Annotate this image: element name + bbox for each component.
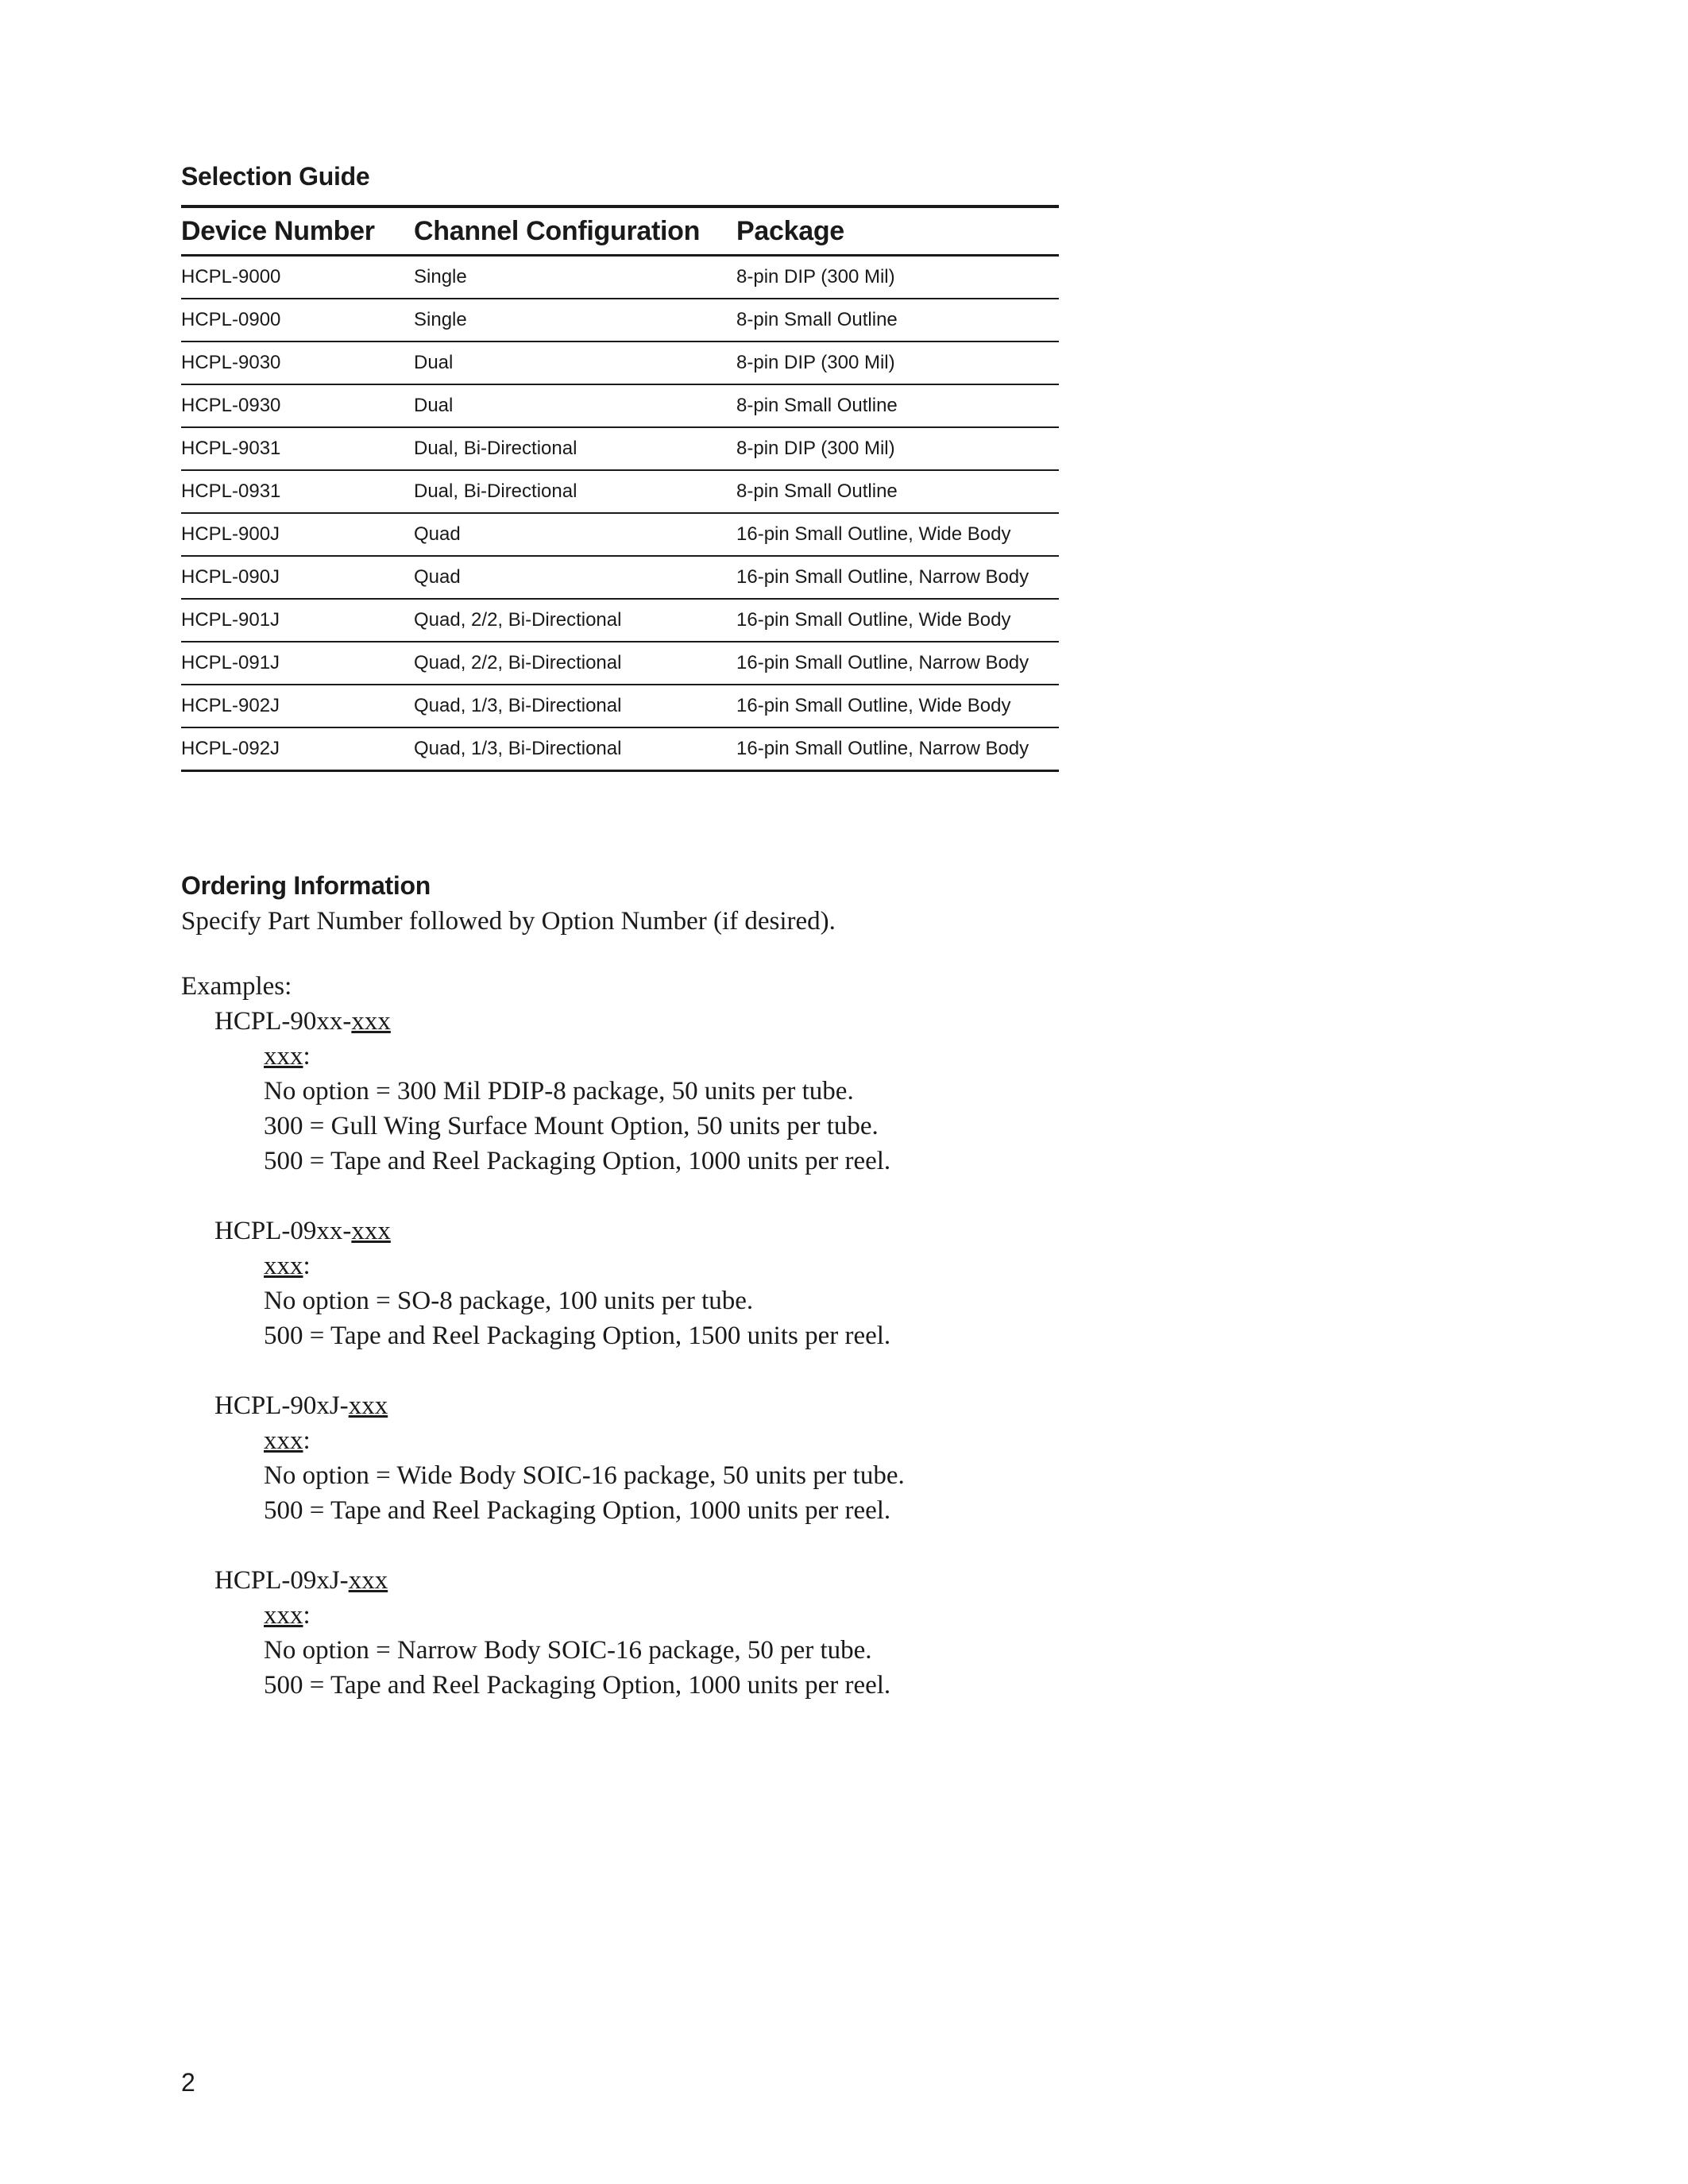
package-cell: 8-pin Small Outline: [736, 384, 1059, 427]
option-details: [264, 1039, 905, 1179]
example-block: [214, 1388, 905, 1528]
channel-configuration-cell: Quad: [414, 513, 736, 556]
option-label-line: xxx:: [264, 1042, 311, 1071]
option-suffix: xxx: [351, 1217, 391, 1245]
device-number-cell: HCPL-901J: [181, 599, 414, 642]
part-prefix: HCPL-90xx-: [214, 1007, 352, 1036]
option-details: [264, 1598, 905, 1703]
package-cell: 16-pin Small Outline, Narrow Body: [736, 642, 1059, 685]
device-number-cell: HCPL-9030: [181, 341, 414, 384]
examples-label: Examples:: [181, 972, 292, 1001]
part-prefix: HCPL-90xJ-: [214, 1391, 349, 1420]
ordering-information-title: Ordering Information: [181, 871, 431, 900]
option-line: 500 = Tape and Reel Packaging Option, 1000 units per reel.: [264, 1671, 891, 1700]
channel-configuration-cell: Quad: [414, 556, 736, 599]
table-row: [181, 341, 1059, 384]
option-suffix: xxx: [348, 1391, 388, 1420]
option-line: 300 = Gull Wing Surface Mount Option, 50 units per tube.: [264, 1112, 879, 1140]
package-cell: 16-pin Small Outline, Narrow Body: [736, 556, 1059, 599]
part-prefix: HCPL-09xJ-: [214, 1566, 349, 1595]
device-number-cell: HCPL-902J: [181, 685, 414, 727]
option-line: No option = Narrow Body SOIC-16 package, 50 per tube.: [264, 1636, 872, 1665]
device-number-cell: HCPL-0900: [181, 299, 414, 341]
option-label-line: xxx:: [264, 1252, 311, 1280]
option-details: [264, 1248, 905, 1353]
option-details: [264, 1423, 905, 1528]
device-number-cell: HCPL-9031: [181, 427, 414, 470]
table-row: [181, 384, 1059, 427]
part-number-pattern: [214, 1214, 905, 1248]
option-suffix: xxx: [348, 1566, 388, 1595]
option-line: No option = SO-8 package, 100 units per tube.: [264, 1287, 754, 1315]
table-header-row: [181, 206, 1059, 256]
option-line: 500 = Tape and Reel Packaging Option, 1500 units per reel.: [264, 1322, 891, 1350]
channel-configuration-cell: Quad, 1/3, Bi-Directional: [414, 727, 736, 771]
package-cell: 8-pin DIP (300 Mil): [736, 427, 1059, 470]
table-row: [181, 513, 1059, 556]
table-row: [181, 427, 1059, 470]
package-cell: 16-pin Small Outline, Wide Body: [736, 685, 1059, 727]
package-cell: 8-pin Small Outline: [736, 470, 1059, 513]
device-number-cell: HCPL-090J: [181, 556, 414, 599]
channel-configuration-cell: Single: [414, 256, 736, 299]
package-cell: 8-pin DIP (300 Mil): [736, 256, 1059, 299]
package-cell: 16-pin Small Outline, Wide Body: [736, 599, 1059, 642]
device-number-cell: HCPL-0931: [181, 470, 414, 513]
table-row: [181, 685, 1059, 727]
option-line: 500 = Tape and Reel Packaging Option, 1000 units per reel.: [264, 1147, 891, 1175]
device-number-cell: HCPL-9000: [181, 256, 414, 299]
option-line: 500 = Tape and Reel Packaging Option, 1000 units per reel.: [264, 1496, 891, 1525]
channel-configuration-cell: Dual, Bi-Directional: [414, 427, 736, 470]
page-number: 2: [181, 2068, 195, 2097]
ordering-information-body: [181, 904, 905, 1703]
device-number-cell: HCPL-900J: [181, 513, 414, 556]
table-row: [181, 256, 1059, 299]
header-channel-configuration: Channel Configuration: [414, 206, 736, 256]
example-block: [214, 1563, 905, 1703]
part-number-pattern: [214, 1388, 905, 1423]
option-label: xxx: [264, 1252, 303, 1280]
channel-configuration-cell: Dual: [414, 384, 736, 427]
table-row: [181, 727, 1059, 771]
channel-configuration-cell: Single: [414, 299, 736, 341]
example-block: [214, 1004, 905, 1179]
package-cell: 8-pin Small Outline: [736, 299, 1059, 341]
header-package: Package: [736, 206, 1059, 256]
option-label: xxx: [264, 1042, 303, 1071]
channel-configuration-cell: Dual: [414, 341, 736, 384]
selection-guide-table: [181, 205, 1059, 772]
selection-guide-title: Selection Guide: [181, 162, 370, 191]
package-cell: 16-pin Small Outline, Wide Body: [736, 513, 1059, 556]
part-prefix: HCPL-09xx-: [214, 1217, 352, 1245]
package-cell: 8-pin DIP (300 Mil): [736, 341, 1059, 384]
example-block: [214, 1214, 905, 1353]
table-row: [181, 642, 1059, 685]
channel-configuration-cell: Quad, 2/2, Bi-Directional: [414, 642, 736, 685]
device-number-cell: HCPL-092J: [181, 727, 414, 771]
option-label: xxx: [264, 1426, 303, 1455]
table-row: [181, 299, 1059, 341]
channel-configuration-cell: Quad, 1/3, Bi-Directional: [414, 685, 736, 727]
option-line: No option = Wide Body SOIC-16 package, 50 units per tube.: [264, 1461, 905, 1490]
device-number-cell: HCPL-0930: [181, 384, 414, 427]
ordering-intro: Specify Part Number followed by Option Number (if desired).: [181, 907, 836, 936]
part-number-pattern: [214, 1563, 905, 1598]
table-row: [181, 556, 1059, 599]
part-number-pattern: [214, 1004, 905, 1039]
package-cell: 16-pin Small Outline, Narrow Body: [736, 727, 1059, 771]
channel-configuration-cell: Quad, 2/2, Bi-Directional: [414, 599, 736, 642]
device-number-cell: HCPL-091J: [181, 642, 414, 685]
option-label: xxx: [264, 1601, 303, 1630]
option-suffix: xxx: [351, 1007, 391, 1036]
header-device-number: Device Number: [181, 206, 414, 256]
table-row: [181, 470, 1059, 513]
option-label-line: xxx:: [264, 1426, 311, 1455]
channel-configuration-cell: Dual, Bi-Directional: [414, 470, 736, 513]
table-row: [181, 599, 1059, 642]
selection-guide-table-container: [181, 205, 1059, 772]
option-line: No option = 300 Mil PDIP-8 package, 50 units per tube.: [264, 1077, 854, 1106]
option-label-line: xxx:: [264, 1601, 311, 1630]
